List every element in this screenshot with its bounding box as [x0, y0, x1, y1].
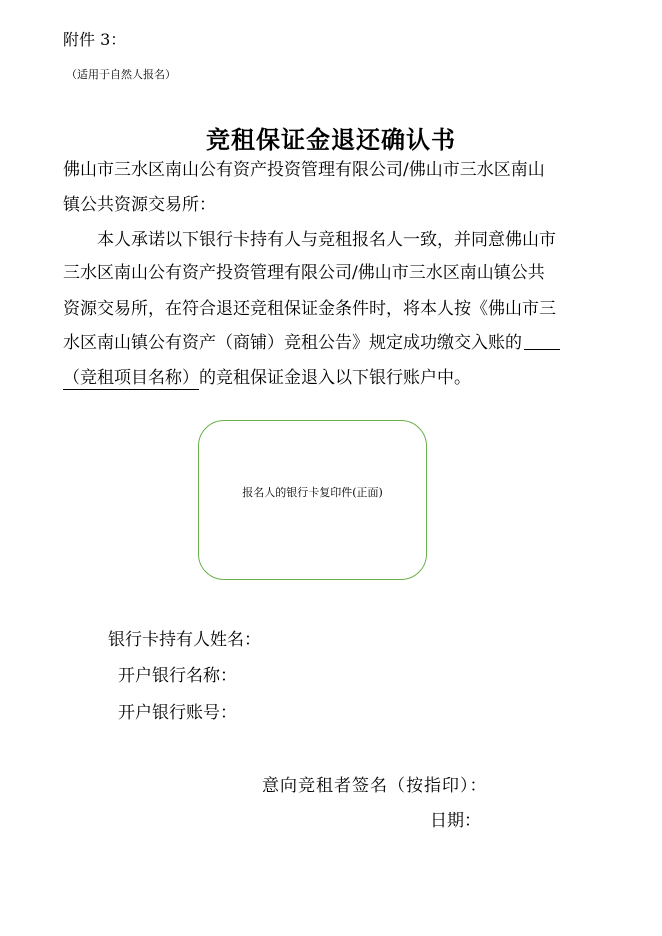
signature-label: 意向竞租者签名（按指印）：: [262, 776, 488, 796]
account-number-label: 开户银行账号：: [118, 703, 237, 723]
holder-name-label: 银行卡持有人姓名：: [108, 630, 261, 650]
body-line-1: 本人承诺以下银行卡持有人与竞租报名人一致，并同意佛山市: [97, 230, 556, 250]
addressee-line-1: 佛山市三水区南山公有资产投资管理有限公司/佛山市三水区南山: [63, 160, 545, 180]
blank-underline: [524, 329, 560, 350]
date-label: 日期：: [430, 811, 481, 831]
body-line-4-text: 水区南山镇公有资产（商铺）竞租公告》规定成功缴交入账的: [63, 333, 522, 353]
applicable-note: （适用于自然人报名）: [66, 68, 176, 81]
project-name-field: （竞租项目名称）: [63, 368, 199, 388]
bank-name-label: 开户银行名称：: [118, 666, 237, 686]
bank-card-copy-box: [198, 420, 427, 580]
body-line-2: 三水区南山公有资产投资管理有限公司/佛山市三水区南山镇公共: [63, 263, 545, 283]
page-title: 竞租保证金退还确认书: [206, 125, 456, 154]
body-line-5: [63, 362, 471, 394]
addressee-line-2: 镇公共资源交易所：: [63, 195, 216, 215]
body-line-5-text: 的竞租保证金退入以下银行账户中。: [199, 368, 471, 388]
bank-card-copy-caption: 报名人的银行卡复印件(正面): [242, 486, 383, 499]
body-line-4: [63, 327, 560, 359]
attachment-label: 附件 3：: [63, 30, 127, 49]
body-line-3: 资源交易所，在符合退还竞租保证金条件时，将本人按《佛山市三: [63, 299, 556, 319]
